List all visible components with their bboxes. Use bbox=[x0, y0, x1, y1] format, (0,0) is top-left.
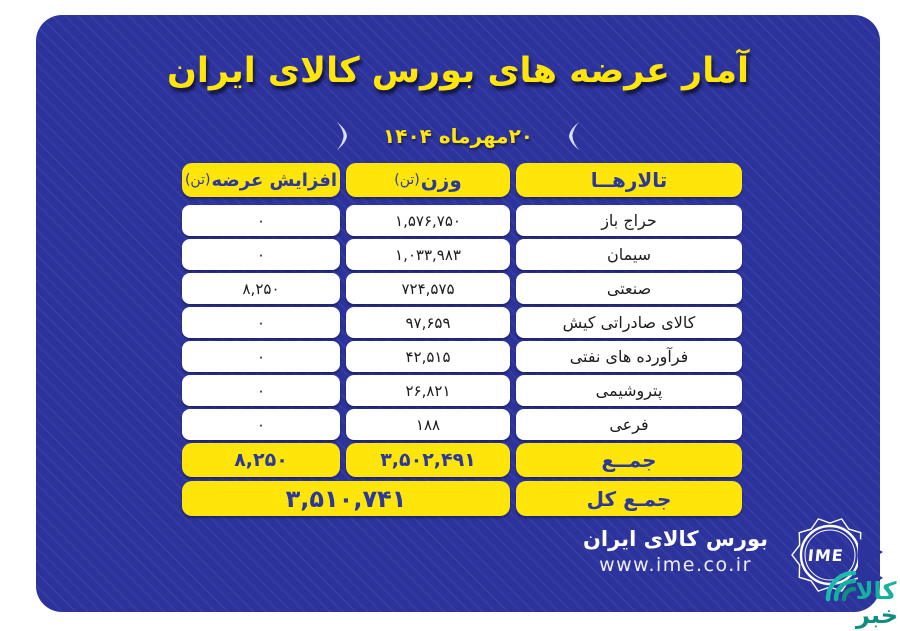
total-label: جمــع bbox=[516, 443, 742, 477]
brand-name: بورس کالای ایران bbox=[583, 527, 768, 551]
angle-bracket-left-icon bbox=[335, 121, 349, 151]
website-url: www.ime.co.ir bbox=[599, 554, 752, 576]
header-increase-unit: (تن) bbox=[184, 172, 211, 188]
weight-value: ۷۲۴,۵۷۵ bbox=[346, 273, 510, 304]
table-header-row bbox=[182, 163, 742, 197]
header-weight-unit: (تن) bbox=[394, 172, 420, 188]
weight-value: ۱,۵۷۶,۷۵۰ bbox=[346, 205, 510, 236]
hall-name: حراج باز bbox=[516, 205, 742, 236]
increase-value: ۰ bbox=[182, 375, 340, 406]
table-row bbox=[182, 307, 742, 338]
supply-table bbox=[182, 163, 742, 519]
header-halls bbox=[516, 163, 742, 197]
grand-total-row bbox=[182, 481, 742, 516]
weight-value: ۲۶,۸۲۱ bbox=[346, 375, 510, 406]
total-weight: ۳,۵۰۲,۴۹۱ bbox=[346, 443, 510, 477]
table-row bbox=[182, 375, 742, 406]
increase-value: ۰ bbox=[182, 205, 340, 236]
grand-total-value: ۳,۵۱۰,۷۴۱ bbox=[182, 481, 510, 516]
blue-card bbox=[36, 15, 880, 612]
table-row bbox=[182, 239, 742, 270]
hall-name: صنعتی bbox=[516, 273, 742, 304]
angle-bracket-right-icon bbox=[567, 121, 581, 151]
watermark-word2: خبر bbox=[855, 601, 899, 629]
total-row bbox=[182, 443, 742, 477]
kalakhabar-watermark bbox=[806, 547, 900, 631]
hall-name: کالای صادراتی کیش bbox=[516, 307, 742, 338]
date-label: ۲۰مهرماه ۱۴۰۴ bbox=[383, 124, 533, 148]
table-row bbox=[182, 409, 742, 440]
weight-value: ۱۸۸ bbox=[346, 409, 510, 440]
header-increase-label: افزایش عرضه bbox=[211, 169, 338, 191]
weight-value: ۹۷,۶۵۹ bbox=[346, 307, 510, 338]
header-halls-label: تالارهــا bbox=[590, 168, 668, 192]
hall-name: فرعی bbox=[516, 409, 742, 440]
page-title: آمار عرضه های بورس کالای ایران bbox=[166, 51, 750, 91]
increase-value: ۰ bbox=[182, 341, 340, 372]
ime-logo-text: IME bbox=[806, 546, 845, 565]
table-row bbox=[182, 273, 742, 304]
hall-name: پتروشیمی bbox=[516, 375, 742, 406]
total-increase: ۸,۲۵۰ bbox=[182, 443, 340, 477]
table-row bbox=[182, 341, 742, 372]
header-weight-label: وزن bbox=[420, 168, 462, 192]
grand-total-label: جمـع کل bbox=[516, 481, 742, 516]
watermark-word1: کالا bbox=[855, 577, 897, 605]
table-row bbox=[182, 205, 742, 236]
increase-value: ۰ bbox=[182, 409, 340, 440]
increase-value: ۰ bbox=[182, 239, 340, 270]
header-increase bbox=[182, 163, 340, 197]
increase-value: ۰ bbox=[182, 307, 340, 338]
date-row bbox=[36, 121, 880, 151]
hall-name: سیمان bbox=[516, 239, 742, 270]
hall-name: فرآورده های نفتی bbox=[516, 341, 742, 372]
footer-brand-block bbox=[583, 527, 768, 576]
increase-value: ۸,۲۵۰ bbox=[182, 273, 340, 304]
weight-value: ۱,۰۳۳,۹۸۳ bbox=[346, 239, 510, 270]
header-weight bbox=[346, 163, 510, 197]
weight-value: ۴۲,۵۱۵ bbox=[346, 341, 510, 372]
